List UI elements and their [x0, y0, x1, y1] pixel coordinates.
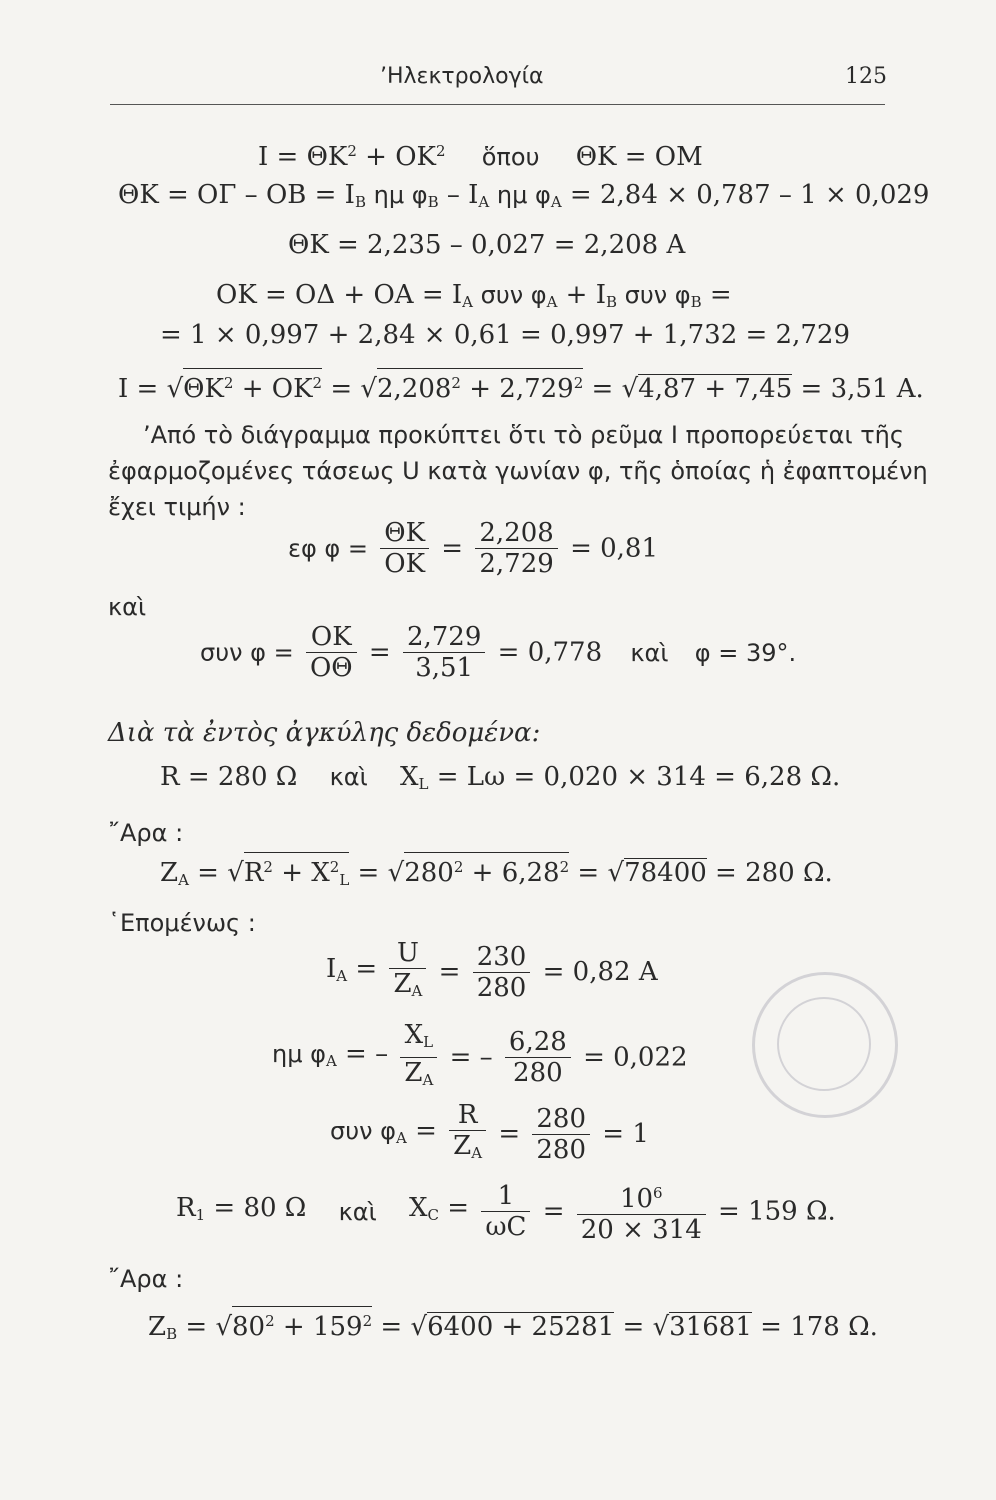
equation-thetak: ΘK = OΓ – OB = $I_B$ ημ $\varphi_B - I_A$ ημ $\varphi_A = 2,84 \times 0,787 - 1 \times 0,029$ — [118, 180, 930, 211]
paragraph-line-1: ’Από τὸ διάγραμμα προκύπτει ὅτι τὸ ρεῦμα I προπορεύεται τῆς — [143, 421, 904, 449]
equation-i-value: $I = √\Theta K^2 + OK^2 = √2,208^2 + 2,729^2 = √4,87 + 7,45 = 3,51$ A. — [118, 368, 924, 404]
equation-i-squared: $I = \Theta K^2 + OK^2$ ὅπου ΘK = OM — [258, 142, 703, 172]
equation-r-xl: R = 280 Ω καὶ $X_L = L\omega = 0,020 \times 314 = 6,28$ Ω. — [160, 762, 841, 793]
equation-cos-phi-a: συν $\varphi_A$ = $\frac{R}{Z_A}$ = $\frac{280}{280}$ = 1 — [330, 1100, 649, 1168]
equation-ia: $I_A$ = $\frac{U}{Z_A}$ = $\frac{230}{280}$ = 0,82 A — [326, 938, 658, 1006]
paragraph-line-2: ἐφαρμοζομένες τάσεως U κατὰ γωνίαν φ, τῆς ὁποίας ἡ ἐφαπτομένη — [108, 457, 928, 485]
equation-zb: $Z_B = √80^2 + 159^2 = √6400 + 25281 = √31681 = 178$ Ω. — [148, 1306, 878, 1349]
equation-ok: OK = OΔ + OA = $I_A$ συν $\varphi_A + I_B$ συν $\varphi_B$ = — [216, 280, 732, 311]
equation-r1-xc: $R_1 = 80$ Ω καὶ $X_C$ = $\frac{1}{\omega C}$ = $\frac{10^6}{20 \times 314}$ = 159 Ω. — [176, 1181, 836, 1245]
word-kai: καὶ — [108, 593, 147, 621]
equation-za: $Z_A = √R^2 + X^2_L = √280^2 + 6,28^2 = √78400 = 280$ Ω. — [160, 852, 833, 895]
equation-tan-phi: εφ φ = $\frac{\Theta K}{OK}$ = $\frac{2,208}{2,729}$ = 0,81 — [288, 518, 659, 579]
equation-cos-phi: συν φ = $\frac{OK}{O\Theta}$ = $\frac{2,729}{3,51}$ = 0,778 καὶ φ = 39°. — [200, 622, 797, 683]
equation-thetak-value: ΘK = 2,235 – 0,027 = 2,208 A — [288, 230, 686, 260]
library-stamp — [752, 972, 898, 1118]
word-ara-1: ῎Αρα : — [108, 819, 184, 847]
equation-ok-value: = 1 × 0,997 + 2,84 × 0,61 = 0,997 + 1,732 = 2,729 — [160, 320, 850, 350]
paragraph-line-3: ἔχει τιμήν : — [108, 493, 246, 521]
equation-sin-phi-a: ημ $\varphi_A$ = – $\frac{X_L}{Z_A}$ = – $\frac{6,28}{280}$ = 0,022 — [272, 1020, 688, 1095]
section-title: Διὰ τὰ ἐντὸς ἀγκύλης δεδομένα: — [108, 718, 541, 748]
header-rule — [110, 104, 885, 105]
page-number: 125 — [845, 64, 887, 89]
word-ara-2: ῎Αρα : — [108, 1265, 184, 1293]
running-head: ’Ηλεκτρολογία — [380, 64, 544, 89]
word-epomenos: ῾Επομένως : — [108, 909, 256, 937]
